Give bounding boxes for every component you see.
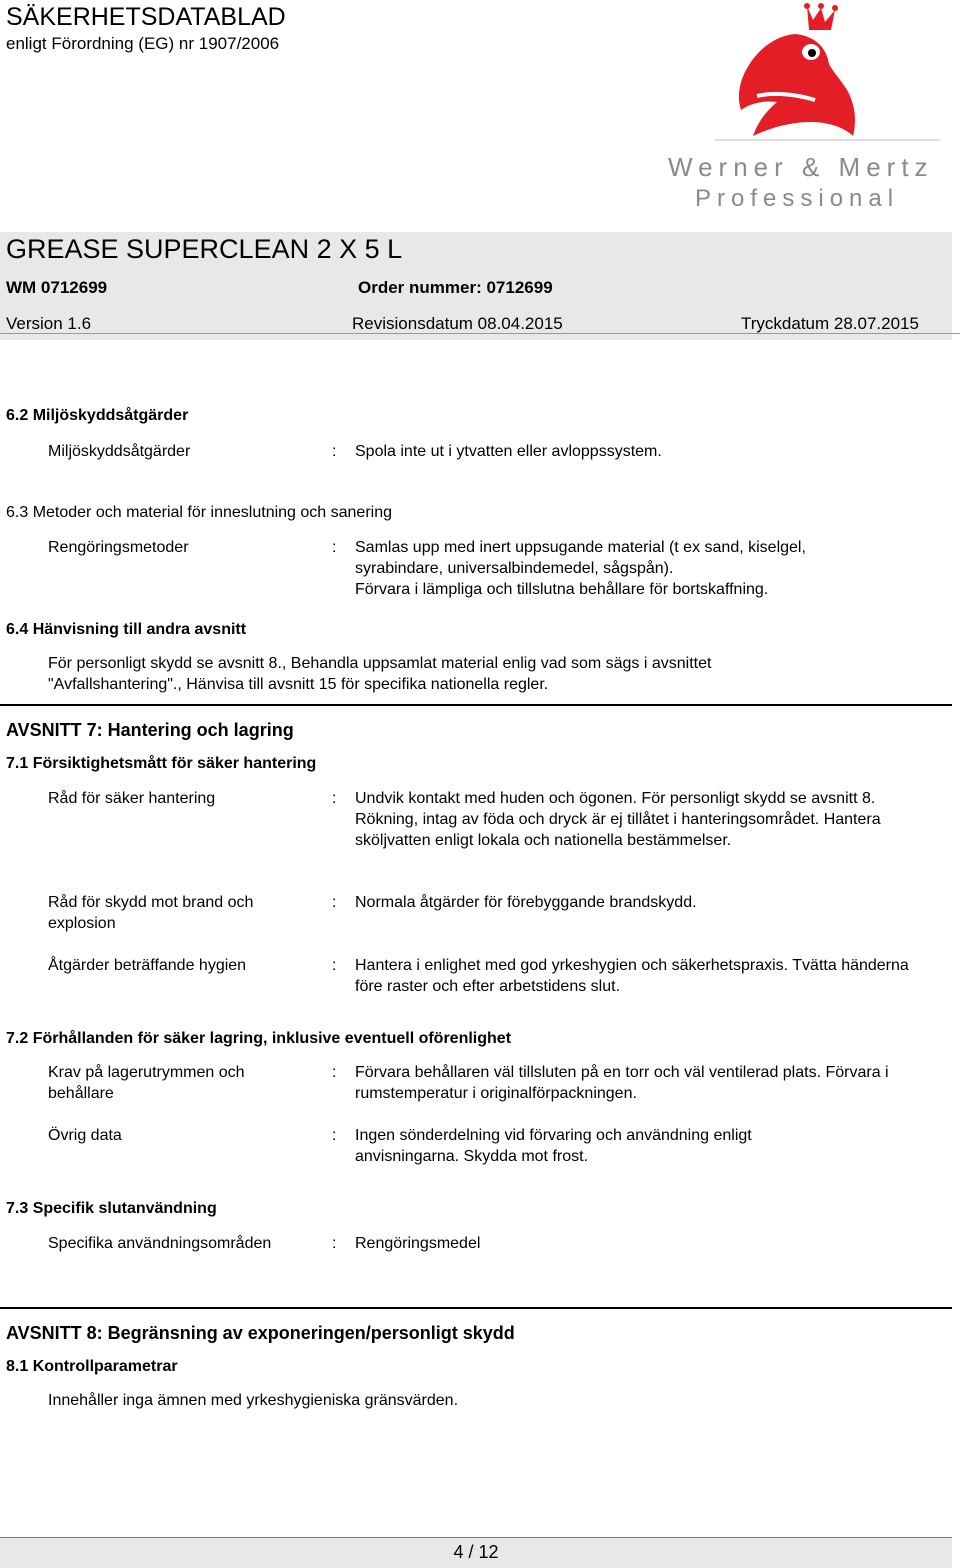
- section-divider: [0, 1307, 952, 1309]
- field-colon: :: [332, 894, 337, 911]
- field-colon: :: [332, 1127, 337, 1144]
- field-label: Råd för säker hantering: [48, 790, 216, 807]
- field-colon: :: [332, 957, 337, 974]
- field-value: Rengöringsmedel: [355, 1235, 481, 1252]
- field-label: Miljöskyddsåtgärder: [48, 443, 191, 460]
- section-title-8: AVSNITT 8: Begränsning av exponeringen/personligt skydd: [6, 1323, 515, 1343]
- print-date: Tryckdatum 28.07.2015: [741, 314, 919, 333]
- section-title-7: AVSNITT 7: Hantering och lagring: [6, 720, 294, 740]
- field-colon: :: [332, 1064, 337, 1081]
- werner-mertz-frog-logo: [645, 0, 945, 215]
- field-colon: :: [332, 443, 337, 460]
- section-heading-7-3: 7.3 Specifik slutanvändning: [6, 1200, 217, 1217]
- section-heading-7-2: 7.2 Förhållanden för säker lagring, inklusive eventuell oförenlighet: [6, 1030, 512, 1047]
- field-value: Normala åtgärder för förebyggande brandskydd.: [355, 894, 697, 911]
- field-value: Samlas upp med inert uppsugande material (t ex sand, kiselgel, syrabindare, universalbindemedel, sågspån).: [355, 539, 806, 577]
- section-heading-6-3: 6.3 Metoder och material för inneslutning och sanering: [6, 504, 392, 521]
- frog-icon: [739, 34, 855, 136]
- field-value: Hantera i enlighet med god yrkeshygien och säkerhetspraxis. Tvätta händerna före raster och efter arbetstidens slut.: [355, 957, 909, 995]
- field-label: Råd för skydd mot brand och explosion: [48, 894, 254, 932]
- field-value-continued: Förvara i lämpliga och tillslutna behållare för bortskaffning.: [355, 581, 769, 598]
- field-colon: :: [332, 1235, 337, 1252]
- field-label: Åtgärder beträffande hygien: [48, 957, 247, 974]
- section-heading-8-1: 8.1 Kontrollparametrar: [6, 1358, 178, 1375]
- order-number: Order nummer: 0712699: [358, 278, 553, 297]
- version: Version 1.6: [6, 314, 92, 333]
- section-heading-6-2: 6.2 Miljöskyddsåtgärder: [6, 407, 189, 424]
- paragraph: För personligt skydd se avsnitt 8., Behandla uppsamlat material enlig vad som sägs i avsnittet "Avfallshantering"., Hänvisa till avsnitt 15 för specifika nationella regler.: [48, 655, 712, 693]
- field-label: Specifika användningsområden: [48, 1235, 272, 1252]
- paragraph: Innehåller inga ämnen med yrkeshygieniska gränsvärden.: [48, 1392, 459, 1409]
- footer-divider: [0, 1537, 952, 1538]
- divider: [0, 333, 960, 334]
- document-subtitle: enligt Förordning (EG) nr 1907/2006: [6, 34, 280, 53]
- field-colon: :: [332, 539, 337, 556]
- section-heading-6-4: 6.4 Hänvisning till andra avsnitt: [6, 621, 247, 638]
- section-divider: [0, 704, 952, 706]
- field-value: Undvik kontakt med huden och ögonen. För personligt skydd se avsnitt 8. Rökning, intag av föda och dryck är ej tillåtet i hanteringsområdet. Hantera sköljvatten enligt lokala och nationella bestämmelser.: [355, 790, 881, 849]
- product-wm-number: WM 0712699: [6, 278, 108, 297]
- page-number: 4 / 12: [453, 1542, 499, 1562]
- field-label: Rengöringsmetoder: [48, 539, 189, 556]
- field-label: Krav på lagerutrymmen och behållare: [48, 1064, 245, 1102]
- revision-date: Revisionsdatum 08.04.2015: [352, 314, 563, 333]
- brand-name: Werner & Mertz: [668, 152, 934, 182]
- section-heading-7-1: 7.1 Försiktighetsmått för säker hantering: [6, 755, 317, 772]
- document-title: SÄKERHETSDATABLAD: [6, 3, 286, 31]
- brand-tagline: Professional: [695, 185, 900, 212]
- field-value: Förvara behållaren väl tillsluten på en torr och väl ventilerad plats. Förvara i rumstemperatur i originalförpackningen.: [355, 1064, 889, 1102]
- product-name: GREASE SUPERCLEAN 2 X 5 L: [6, 234, 403, 264]
- field-value: Spola inte ut i ytvatten eller avloppssystem.: [355, 443, 662, 460]
- field-colon: :: [332, 790, 337, 807]
- field-label: Övrig data: [48, 1127, 122, 1144]
- field-value: Ingen sönderdelning vid förvaring och användning enligt anvisningarna. Skydda mot frost.: [355, 1127, 752, 1165]
- crown-icon: [807, 6, 835, 30]
